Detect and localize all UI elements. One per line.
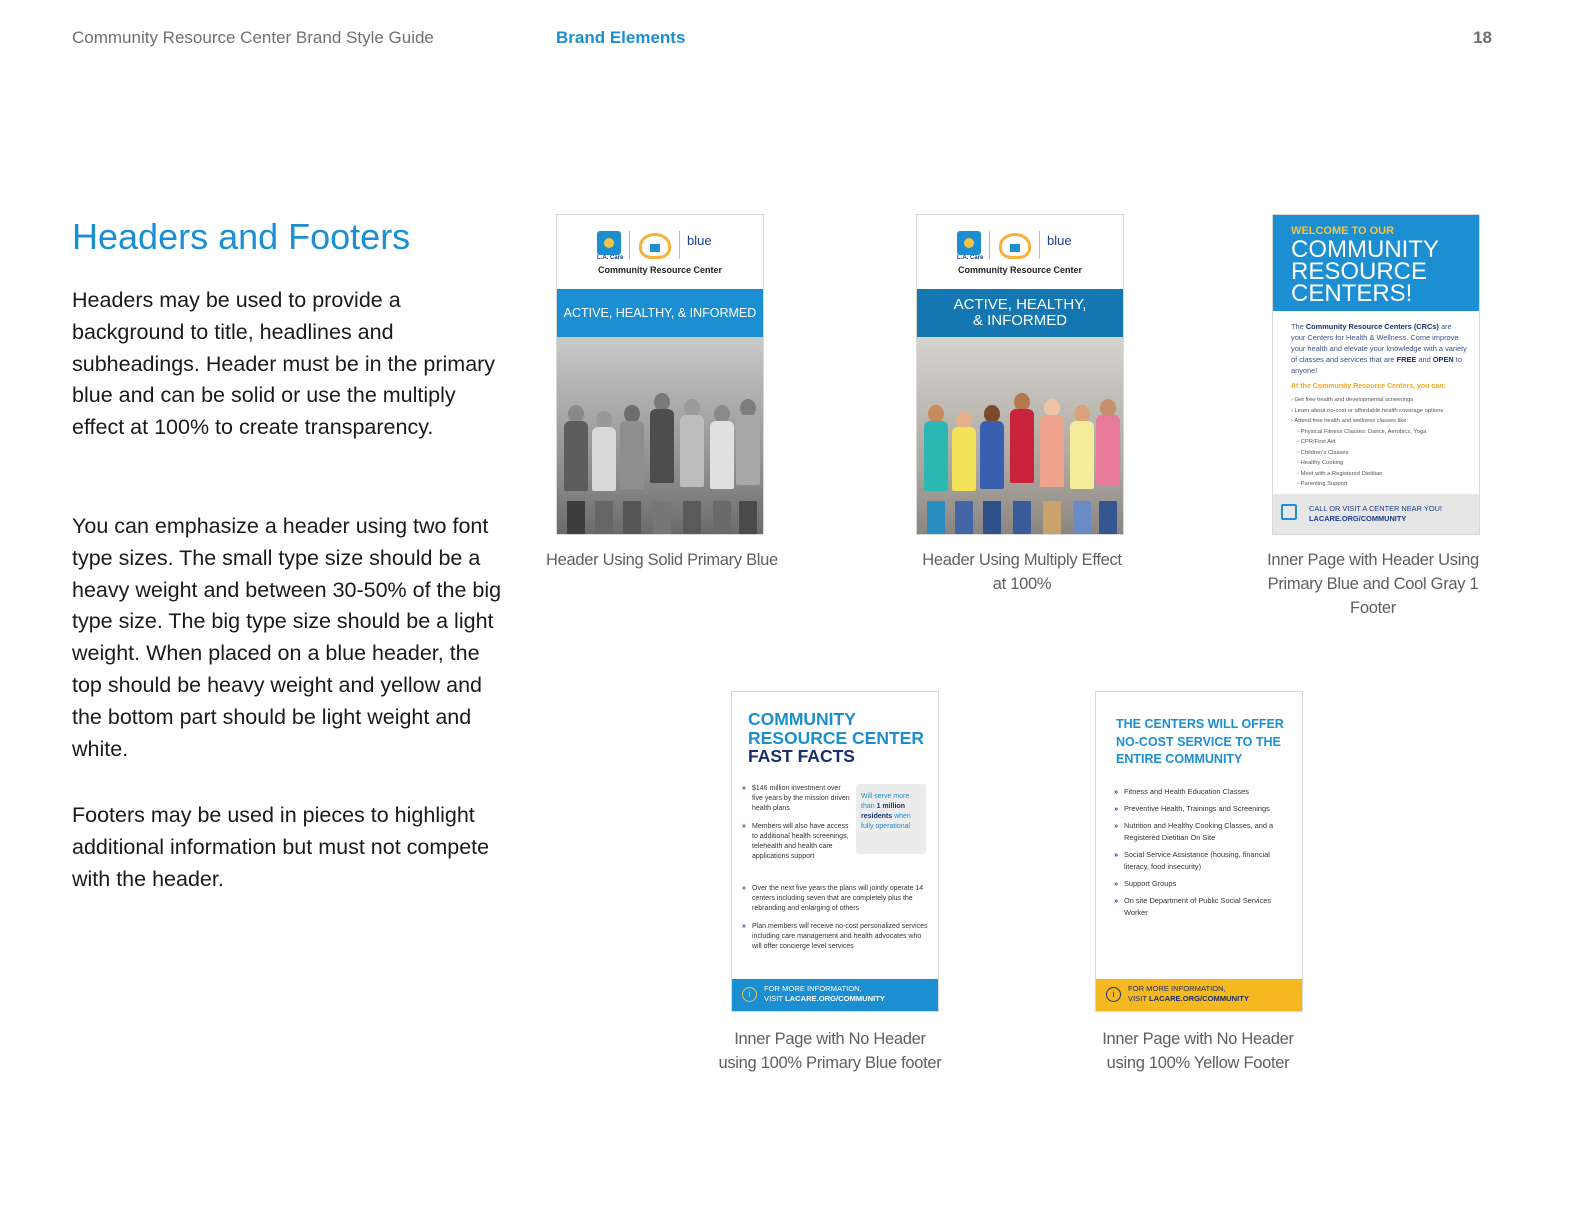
- list-item: » Plan members will receive no-cost personalized services including care management and health advocates who will offer concierge level services: [742, 922, 932, 952]
- services-list: [1114, 786, 1294, 924]
- intro-text: The: [1291, 322, 1304, 331]
- thumbnail-fast-facts: [731, 691, 939, 1012]
- caption-line: Inner Page with Header Using: [1267, 551, 1479, 569]
- footer-text: FOR MORE INFORMATION,: [764, 984, 862, 993]
- caption-fast-facts: [700, 1027, 960, 1075]
- list-item: » Nutrition and Healthy Cooking Classes, and a Registered Dietitian On Site: [1114, 820, 1294, 844]
- footer-url: LACARE.ORG/COMMUNITY: [784, 994, 885, 1003]
- list-item: » On site Department of Public Social Services Worker: [1114, 895, 1294, 919]
- caption-solid-header: Header Using Solid Primary Blue: [546, 551, 778, 569]
- house-icon: [639, 233, 671, 259]
- callout-text: Will serve more than: [861, 793, 910, 810]
- thumbnail-solid-header: [556, 214, 764, 535]
- list-item: » Preventive Health, Trainings and Screenings: [1114, 803, 1294, 815]
- lacare-logo-text: L.A. Care: [957, 255, 984, 261]
- header-line: COMMUNITY: [1291, 236, 1439, 263]
- yellow-footer: [1096, 979, 1302, 1011]
- thumbnail-inner-page-header: [1272, 214, 1480, 535]
- inner-page-header: [1273, 215, 1479, 311]
- caption-line: using 100% Yellow Footer: [1106, 1054, 1290, 1072]
- page-number: 18: [1473, 28, 1492, 47]
- caption-line: at 100%: [992, 575, 1052, 593]
- big-header-text: [1291, 236, 1479, 307]
- thumbnail-multiply-header: [916, 214, 1124, 535]
- intro-bold: Community Resource Centers (CRCs): [1305, 322, 1439, 331]
- logo-divider: [679, 231, 680, 259]
- title-line: RESOURCE CENTER: [748, 727, 924, 748]
- list-item: » Fitness and Health Education Classes: [1114, 786, 1294, 798]
- intro-text: to anyone!: [1291, 355, 1462, 375]
- multiply-header-band: [917, 289, 1123, 337]
- footer-url: LACARE.ORG/COMMUNITY: [1148, 994, 1249, 1003]
- caption-line: Header Using Multiply Effect: [922, 551, 1122, 569]
- calendar-icon: [1281, 504, 1297, 520]
- footer-text: FOR MORE INFORMATION,: [1128, 984, 1226, 993]
- fast-facts-title: [748, 710, 924, 766]
- band-line: ACTIVE, HEALTHY,: [953, 296, 1087, 313]
- caption-line: Primary Blue and Cool Gray 1 Footer: [1267, 575, 1479, 617]
- yellow-page-title: THE CENTERS WILL OFFER NO-COST SERVICE TO THE ENTIRE COMMUNITY: [1116, 717, 1284, 766]
- list-item: ◦ Physical Fitness Classes: Dance, Aerobics, Yoga: [1297, 428, 1427, 435]
- footer-text: VISIT: [1128, 994, 1147, 1003]
- inner-page-subheading: At the Community Resource Centers, you can:: [1291, 383, 1446, 390]
- caption-line: Inner Page with No Header: [734, 1030, 926, 1048]
- footer-url: LACARE.ORG/COMMUNITY: [1309, 514, 1407, 523]
- blue-shield-logo-text: blue: [1047, 233, 1072, 248]
- info-icon: i: [742, 987, 757, 1002]
- inner-page-list: [1291, 395, 1471, 490]
- title-line: FAST FACTS: [748, 746, 855, 766]
- lacare-sun-icon: [597, 231, 621, 255]
- logo-strip: [917, 215, 1123, 289]
- logo-divider: [1039, 231, 1040, 259]
- footer-text: CALL OR VISIT A CENTER NEAR YOU!: [1309, 504, 1442, 513]
- paragraph-emphasis: You can emphasize a header using two font type sizes. The small type size should be a heavy weight and between 30-50% of the big type size. The big type size should be a light weight. When placed on a blue header, the top should be heavy weight and yellow and the bottom part should be light weight and white.: [72, 514, 502, 761]
- callout-text: when fully operational: [861, 813, 911, 830]
- list-item: ◦ CPR/First Aid: [1297, 439, 1336, 445]
- lacare-sun-icon: [957, 231, 981, 255]
- lacare-logo-text: L.A. Care: [597, 255, 624, 261]
- logo-strip: [557, 215, 763, 289]
- logo-divider: [989, 231, 990, 259]
- blue-shield-logo-text: blue: [687, 233, 712, 248]
- fast-facts-list: [742, 784, 852, 870]
- thumbnail-yellow-footer: [1095, 691, 1303, 1012]
- paragraph-footers: Footers may be used in pieces to highlight additional information but must not compete with the header.: [72, 803, 490, 891]
- logo-divider: [629, 231, 630, 259]
- header-line: RESOURCE: [1291, 258, 1428, 285]
- paragraph-headers: Headers may be used to provide a background to title, headlines and subheadings. Header must be in the primary blue and can be solid or use the multiply effect at 100% to create transparency.: [72, 288, 496, 440]
- list-item: ◦ Children's Classes: [1297, 449, 1349, 456]
- intro-bold: OPEN: [1432, 355, 1454, 364]
- list-item: ◦ Healthy Cooking: [1297, 460, 1344, 466]
- intro-text: are your Centers for Health & Wellness. Come improve your health and elevate your knowledge with a variety of classes and services that are: [1291, 322, 1467, 364]
- list-item: » Social Service Assistance (housing, financial literacy, food insecurity): [1114, 849, 1294, 873]
- children-photo: [917, 337, 1123, 535]
- title-line: COMMUNITY: [748, 709, 856, 729]
- fast-facts-list-wide: [742, 884, 932, 960]
- header-line: CENTERS!: [1291, 280, 1413, 307]
- list-item: » Over the next five years the plans will jointly operate 14 centers including seven that are completely plus the rebranding and enlarging of others: [742, 884, 932, 914]
- inner-page-intro: [1291, 321, 1467, 376]
- caption-line: using 100% Primary Blue footer: [718, 1054, 942, 1072]
- list-item: › Get free health and developmental screenings: [1291, 397, 1414, 403]
- section-name: Brand Elements: [556, 28, 686, 47]
- list-item: › Learn about no-cost or affordable health coverage options: [1291, 407, 1444, 414]
- callout-bold: 1 million residents: [861, 803, 905, 820]
- list-item: » Members will also have access to additional health screenings, telehealth and health care applications support: [742, 822, 852, 862]
- caption-yellow-footer: [1068, 1027, 1328, 1075]
- list-item: ◦ Meet with a Registered Dietitian: [1297, 470, 1383, 477]
- list-item: › Attend free health and wellness classes like:: [1291, 418, 1408, 424]
- primary-blue-footer: [732, 979, 938, 1011]
- caption-inner-page-header: [1243, 548, 1503, 620]
- caption-line: Inner Page with No Header: [1102, 1030, 1294, 1048]
- cool-gray-footer: [1273, 494, 1479, 534]
- document-title: Community Resource Center Brand Style Guide: [72, 28, 434, 47]
- children-photo: [557, 337, 763, 535]
- welcome-text: WELCOME TO OUR: [1291, 225, 1395, 237]
- list-item: ◦ Parenting Support: [1297, 481, 1348, 487]
- footer-text: VISIT: [764, 994, 783, 1003]
- info-icon: i: [1106, 987, 1121, 1002]
- callout-box: [856, 784, 926, 854]
- solid-header-band: ACTIVE, HEALTHY, & INFORMED: [557, 289, 763, 337]
- list-item: » Support Groups: [1114, 878, 1294, 890]
- intro-bold: FREE: [1396, 355, 1417, 364]
- house-icon: [999, 233, 1031, 259]
- crc-logo-text: Community Resource Center: [957, 265, 1083, 275]
- page-heading: Headers and Footers: [72, 216, 411, 257]
- crc-logo-text: Community Resource Center: [597, 265, 723, 275]
- intro-text: and: [1418, 355, 1431, 364]
- list-item: » $146 million investment over five years by the mission driven health plans: [742, 784, 852, 814]
- caption-multiply-header: [892, 548, 1152, 596]
- band-line: & INFORMED: [972, 312, 1068, 329]
